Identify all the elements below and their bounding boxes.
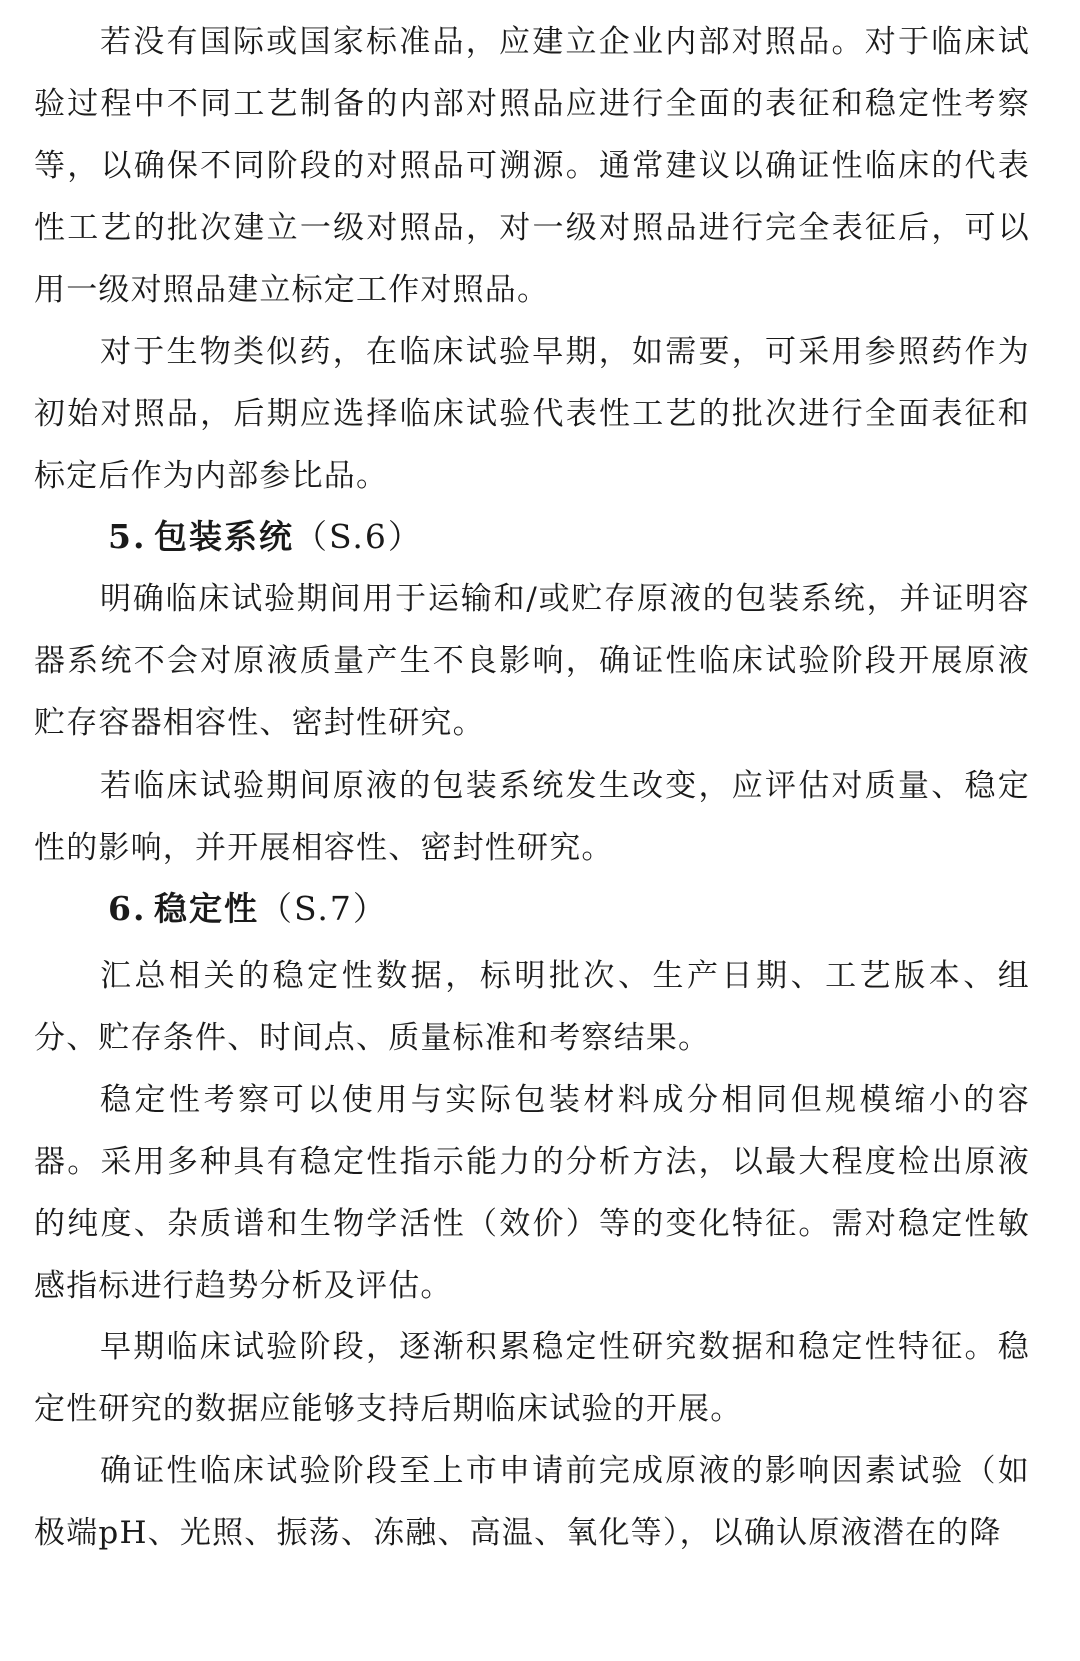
section-code: （S.6）	[294, 517, 423, 556]
paragraph-reference-standard: 若没有国际或国家标准品，应建立企业内部对照品。对于临床试验过程中不同工艺制备的内部对照品应进行全面的表征和稳定性考察等，以确保不同阶段的对照品可溯源。通常建议以确证性临床的代表性工艺的批次建立一级对照品，对一级对照品进行完全表征后，可以用一级对照品建立标定工作对照品。	[34, 24, 1030, 308]
paragraph-biosimilar: 对于生物类似药，在临床试验早期，如需要，可采用参照药作为初始对照品，后期应选择临床试验代表性工艺的批次进行全面表征和标定后作为内部参比品。	[34, 334, 1030, 494]
section-heading-stability	[108, 878, 388, 940]
section-title: 稳定性	[154, 889, 259, 928]
section-number: 5.	[108, 517, 147, 556]
paragraph-packaging-system: 明确临床试验期间用于运输和/或贮存原液的包装系统，并证明容器系统不会对原液质量产生不良影响，确证性临床试验阶段开展原液贮存容器相容性、密封性研究。	[34, 581, 1030, 741]
paragraph-packaging-change: 若临床试验期间原液的包装系统发生改变，应评估对质量、稳定性的影响，并开展相容性、密封性研究。	[34, 768, 1030, 866]
paragraph-stability-data: 汇总相关的稳定性数据，标明批次、生产日期、工艺版本、组分、贮存条件、时间点、质量标准和考察结果。	[34, 958, 1030, 1056]
paragraph-confirmatory-phase: 确证性临床试验阶段至上市申请前完成原液的影响因素试验（如极端pH、光照、振荡、冻融、高温、氧化等），以确认原液潜在的降	[34, 1453, 1030, 1551]
section-title: 包装系统	[154, 517, 294, 556]
section-code: （S.7）	[259, 889, 388, 928]
paragraph-early-phase: 早期临床试验阶段，逐渐积累稳定性研究数据和稳定性特征。稳定性研究的数据应能够支持后期临床试验的开展。	[34, 1329, 1030, 1427]
section-number: 6.	[108, 889, 147, 928]
section-heading-packaging	[108, 506, 423, 568]
paragraph-stability-methods: 稳定性考察可以使用与实际包装材料成分相同但规模缩小的容器。采用多种具有稳定性指示能力的分析方法，以最大程度检出原液的纯度、杂质谱和生物学活性（效价）等的变化特征。需对稳定性敏感指标进行趋势分析及评估。	[34, 1082, 1030, 1304]
